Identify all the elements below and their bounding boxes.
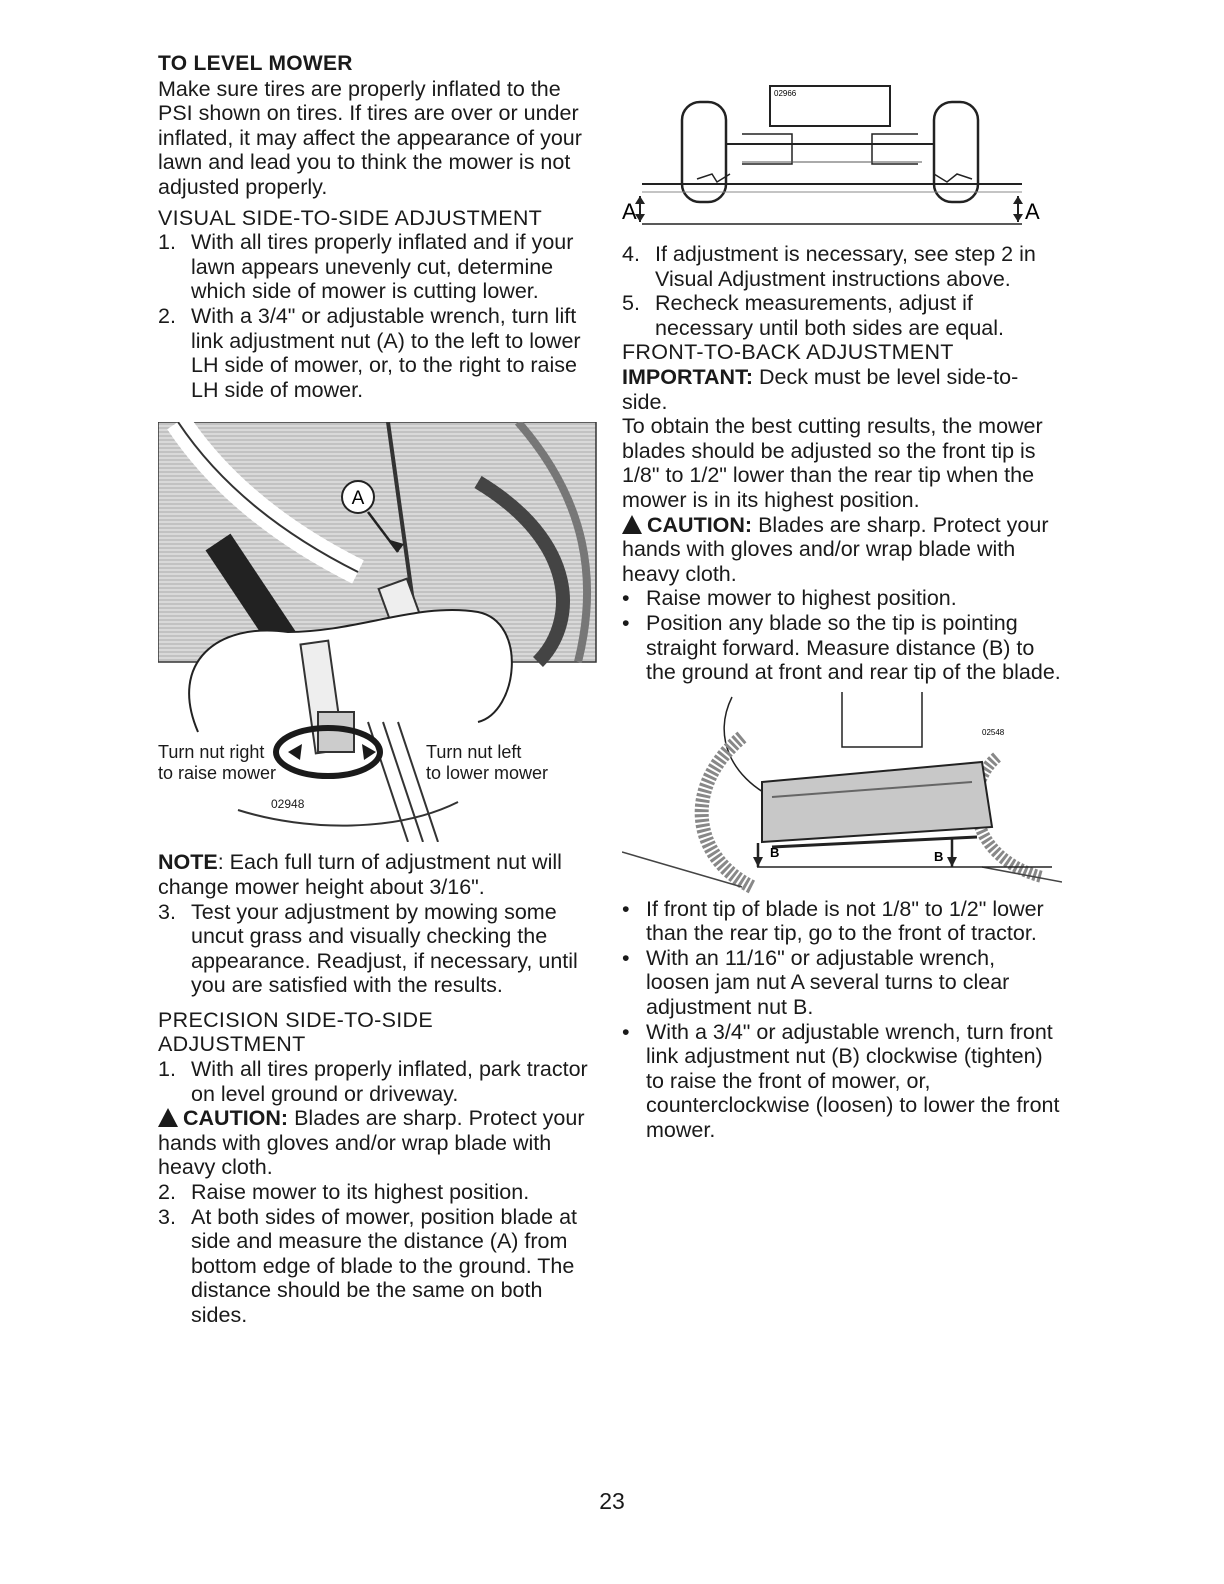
figure-deck-front-view	[622, 74, 1062, 242]
figure2-label-a-left: A	[622, 199, 637, 224]
figure2-label-a-right: A	[1025, 199, 1040, 224]
front-to-back-heading: FRONT-TO-BACK ADJUSTMENT	[622, 340, 954, 365]
page-number: 23	[599, 1488, 625, 1514]
visual-step-1: 1. With all tires properly inflated and if your lawn appears unevenly cut, determine which side of mower is cutting lower.	[158, 230, 574, 304]
precision-step-4: 4. If adjustment is necessary, see step 2 in Visual Adjustment instructions above.	[622, 242, 1036, 291]
precision-step-5: 5. Recheck measurements, adjust if necessary until both sides are equal.	[622, 291, 1004, 340]
visual-step-3: 3. Test your adjustment by mowing some uncut grass and visually checking the appearance. Readjust, if necessary, until you are satisfied with the results.	[158, 899, 578, 998]
bullet-item: • With an 11/16" or adjustable wrench, loosen jam nut A several turns to clear adjustment nut B.	[622, 945, 1010, 1020]
warning-icon	[158, 1108, 178, 1127]
bullet-item: • Raise mower to highest position.	[622, 586, 957, 611]
bullet-item: • Position any blade so the tip is pointing straight forward. Measure distance (B) to the ground at front and rear tip of the blade.	[622, 610, 1061, 685]
left-column	[158, 52, 598, 1328]
note-paragraph: NOTE: Each full turn of adjustment nut will change mower height about 3/16".	[158, 850, 562, 899]
warning-icon	[622, 515, 642, 534]
figure3-label-b-left: B	[770, 844, 780, 860]
figure-code-02548: 02548	[982, 727, 1005, 737]
figure3-label-b-right: B	[934, 848, 944, 864]
deck-front-illustration	[622, 74, 1042, 242]
intro-paragraph: Make sure tires are properly inflated to the PSI shown on tires. If tires are over or under inflated, it may affect the appearance of your lawn and lead you to think the mower is not adjusted properly.	[158, 76, 582, 199]
figure-code-02948: 02948	[271, 797, 305, 812]
precision-step-2: 2. Raise mower to its highest position.	[158, 1180, 530, 1205]
important-paragraph: IMPORTANT: Deck must be level side-to-side.	[622, 364, 1019, 414]
caution-paragraph-right: CAUTION: Blades are sharp. Protect your hands with gloves and/or wrap blade with heavy cloth.	[622, 512, 1049, 586]
bullet-item: • If front tip of blade is not 1/8" to 1/2" lower than the rear tip, go to the front of tractor.	[622, 896, 1044, 946]
figure-adjustment-nut	[158, 422, 598, 842]
visual-step-2: 2. With a 3/4" or adjustable wrench, turn lift link adjustment nut (A) to the left to lower LH side of mower, or, to the right to raise LH side of mower.	[158, 303, 581, 402]
caution-paragraph-left: CAUTION: Blades are sharp. Protect your hands with gloves and/or wrap blade with heavy cloth.	[158, 1106, 585, 1180]
visual-adjustment-heading: VISUAL SIDE-TO-SIDE ADJUSTMENT	[158, 205, 543, 230]
right-column	[622, 74, 1062, 1143]
precision-step-3: 3. At both sides of mower, position blade at side and measure the distance (A) from bottom edge of blade to the ground. The distance should be the same on both sides.	[158, 1204, 578, 1327]
deck-side-illustration	[622, 687, 1062, 897]
figure-deck-side-view	[622, 687, 1062, 897]
precision-heading-line-2: ADJUSTMENT	[158, 1032, 306, 1057]
precision-step-1: 1. With all tires properly inflated, park tractor on level ground or driveway.	[158, 1057, 588, 1106]
figure-code-02966: 02966	[774, 89, 797, 98]
bullet-item: • With a 3/4" or adjustable wrench, turn front link adjustment nut (B) clockwise (tighten) to raise the front of mower, or, counterclockwise (loosen) to lower the front mower.	[622, 1019, 1060, 1143]
precision-heading-line-1: PRECISION SIDE-TO-SIDE	[158, 1007, 433, 1032]
callout-a-label: A	[351, 488, 365, 510]
section-heading-level-mower: TO LEVEL MOWER	[158, 52, 353, 75]
turn-right-label: Turn nut right to raise mower	[158, 742, 277, 784]
turn-left-label: Turn nut left to lower mower	[426, 742, 549, 784]
best-results-paragraph: To obtain the best cutting results, the mower blades should be adjusted so the front tip is 1/8" to 1/2" lower than the rear tip when the mower is in its highest position.	[622, 414, 1043, 512]
